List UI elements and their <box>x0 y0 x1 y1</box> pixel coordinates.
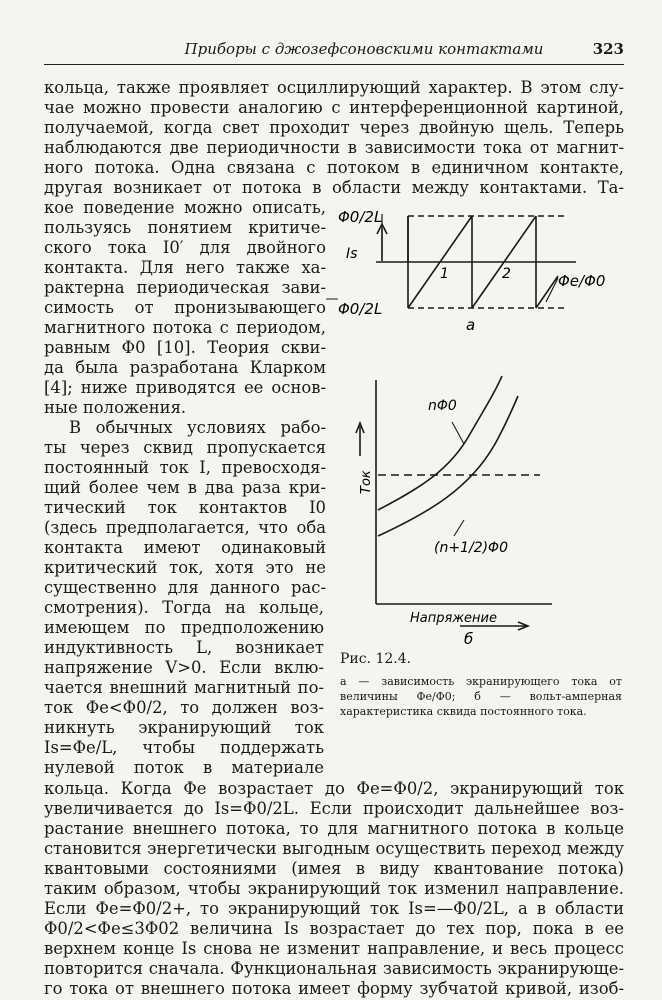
body-line: верхнем конце Is снова не изменит направление, и весь процесс <box>44 939 624 958</box>
body-line: контакта имеют одинаковый <box>44 538 326 557</box>
body-line: кое поведение можно описать, <box>44 198 326 217</box>
body-line: пользуясь понятием критиче- <box>44 218 326 237</box>
page-number: 323 <box>592 40 624 58</box>
body-line: кольца, также проявляет осциллирующий характер. В этом слу- <box>44 78 624 97</box>
body-line: симость от пронизывающего <box>44 298 326 317</box>
body-line: магнитного потока с периодом, <box>44 318 326 337</box>
panel-label-b: б <box>464 630 474 648</box>
body-line: ты через сквид пропускается <box>44 438 326 457</box>
leader-line <box>454 520 464 536</box>
page-header <box>44 36 624 65</box>
upper-curve-label: nΦ0 <box>428 398 457 414</box>
current-axis-label: Is <box>346 246 358 262</box>
panel-label-a: a <box>466 316 476 334</box>
body-line: чае можно провести аналогию с интерференционной картиной, <box>44 98 624 117</box>
body-line: кольца. Когда Φe возрастает до Φe=Φ0/2, экранирующий ток <box>44 779 624 798</box>
top-limit-label: Φ0/2L <box>338 208 383 226</box>
body-line: ные положения. <box>44 398 187 417</box>
running-title: Приборы с джозефсоновскими контактами <box>184 40 544 58</box>
body-line: [4]; ниже приводятся ее основ- <box>44 378 326 397</box>
body-line: ток Φe<Φ0/2, то должен воз- <box>44 698 324 717</box>
body-line: таким образом, чтобы экранирующий ток изменил направление. <box>44 879 624 898</box>
body-line: смотрения). Тогда на кольце, <box>44 598 324 617</box>
body-line: Φ0/2<Φe≤3Φ02 величина Is возрастает до тех пор, пока в ее <box>44 919 624 938</box>
sawtooth-segment <box>536 276 558 308</box>
body-line: критический ток, хотя это не <box>44 558 326 577</box>
current-axis-label: Ток <box>359 470 374 494</box>
body-line: (здесь предполагается, что оба <box>44 518 326 537</box>
body-line: щий более чем в два раза кри- <box>44 478 326 497</box>
body-line: увеличивается до Is=Φ0/2L. Если происходит дальнейшее воз- <box>44 799 624 818</box>
body-line: повторится сначала. Функциональная зависимость экранирующе- <box>44 959 624 978</box>
body-line: Если Φe=Φ0/2+, то экранирующий ток Is=—Φ0/2L, а в области <box>44 899 624 918</box>
body-line: напряжение V>0. Если вклю- <box>44 658 324 677</box>
marker-1: 1 <box>440 266 449 282</box>
figure-caption-title: Рис. 12.4. <box>340 651 412 667</box>
body-line: индуктивность L, возникает <box>44 638 324 657</box>
leader-line <box>452 422 464 444</box>
body-line: квантовыми состояниями (имея в виду квантование потока) <box>44 859 624 878</box>
figure-a-sawtooth <box>326 196 626 336</box>
lower-curve-label: (n+1/2)Φ0 <box>434 540 508 556</box>
curve-n-half-phi0 <box>378 396 518 536</box>
body-line: ского тока I0′ для двойного <box>44 238 326 257</box>
body-line: чается внешний магнитный по- <box>44 678 324 697</box>
body-line: нулевой поток в материале <box>44 758 324 777</box>
body-line: да была разработана Кларком <box>44 358 326 377</box>
body-line: тический ток контактов I0 <box>44 498 326 517</box>
body-line: наблюдаются две периодичности в зависимости тока от магнит- <box>44 138 624 157</box>
body-line: контакта. Для него также ха- <box>44 258 326 277</box>
body-line: растание внешнего потока, то для магнитного потока в кольце <box>44 819 624 838</box>
body-line: рактерна периодическая зави- <box>44 278 326 297</box>
figure-caption-text: а — зависимость экранирующего тока от величины Φe/Φ0; б — вольт-амперная характеристика сквида постоянного тока. <box>340 675 622 718</box>
voltage-axis-label: Напряжение <box>410 611 497 626</box>
body-line: существенно для данного рас- <box>44 578 326 597</box>
curve-n-phi0 <box>378 376 502 510</box>
figure-b-iv-curve <box>340 370 630 650</box>
marker-2: 2 <box>502 266 511 282</box>
body-line: получаемой, когда свет проходит через двойную щель. Теперь <box>44 118 624 137</box>
flux-ratio-label: Φe/Φ0 <box>558 272 606 290</box>
body-line: становится энергетически выгодным осуществить переход между <box>44 839 624 858</box>
body-line: го тока от внешнего потока имеет форму зубчатой кривой, изоб- <box>44 979 624 998</box>
bottom-limit-label: Φ0/2L <box>338 300 383 318</box>
body-line: равным Φ0 [10]. Теория скви- <box>44 338 326 357</box>
body-line: имеющем по предположению <box>44 618 324 637</box>
body-line: В обычных условиях рабо- <box>69 418 326 437</box>
body-line: Is=Φe/L, чтобы поддержать <box>44 738 324 757</box>
body-line: другая возникает от потока в области между контактами. Та- <box>44 178 624 197</box>
body-line: постоянный ток I, превосходя- <box>44 458 326 477</box>
body-line: никнуть экранирующий ток <box>44 718 324 737</box>
body-line: ного потока. Одна связана с потоком в единичном контакте, <box>44 158 624 177</box>
